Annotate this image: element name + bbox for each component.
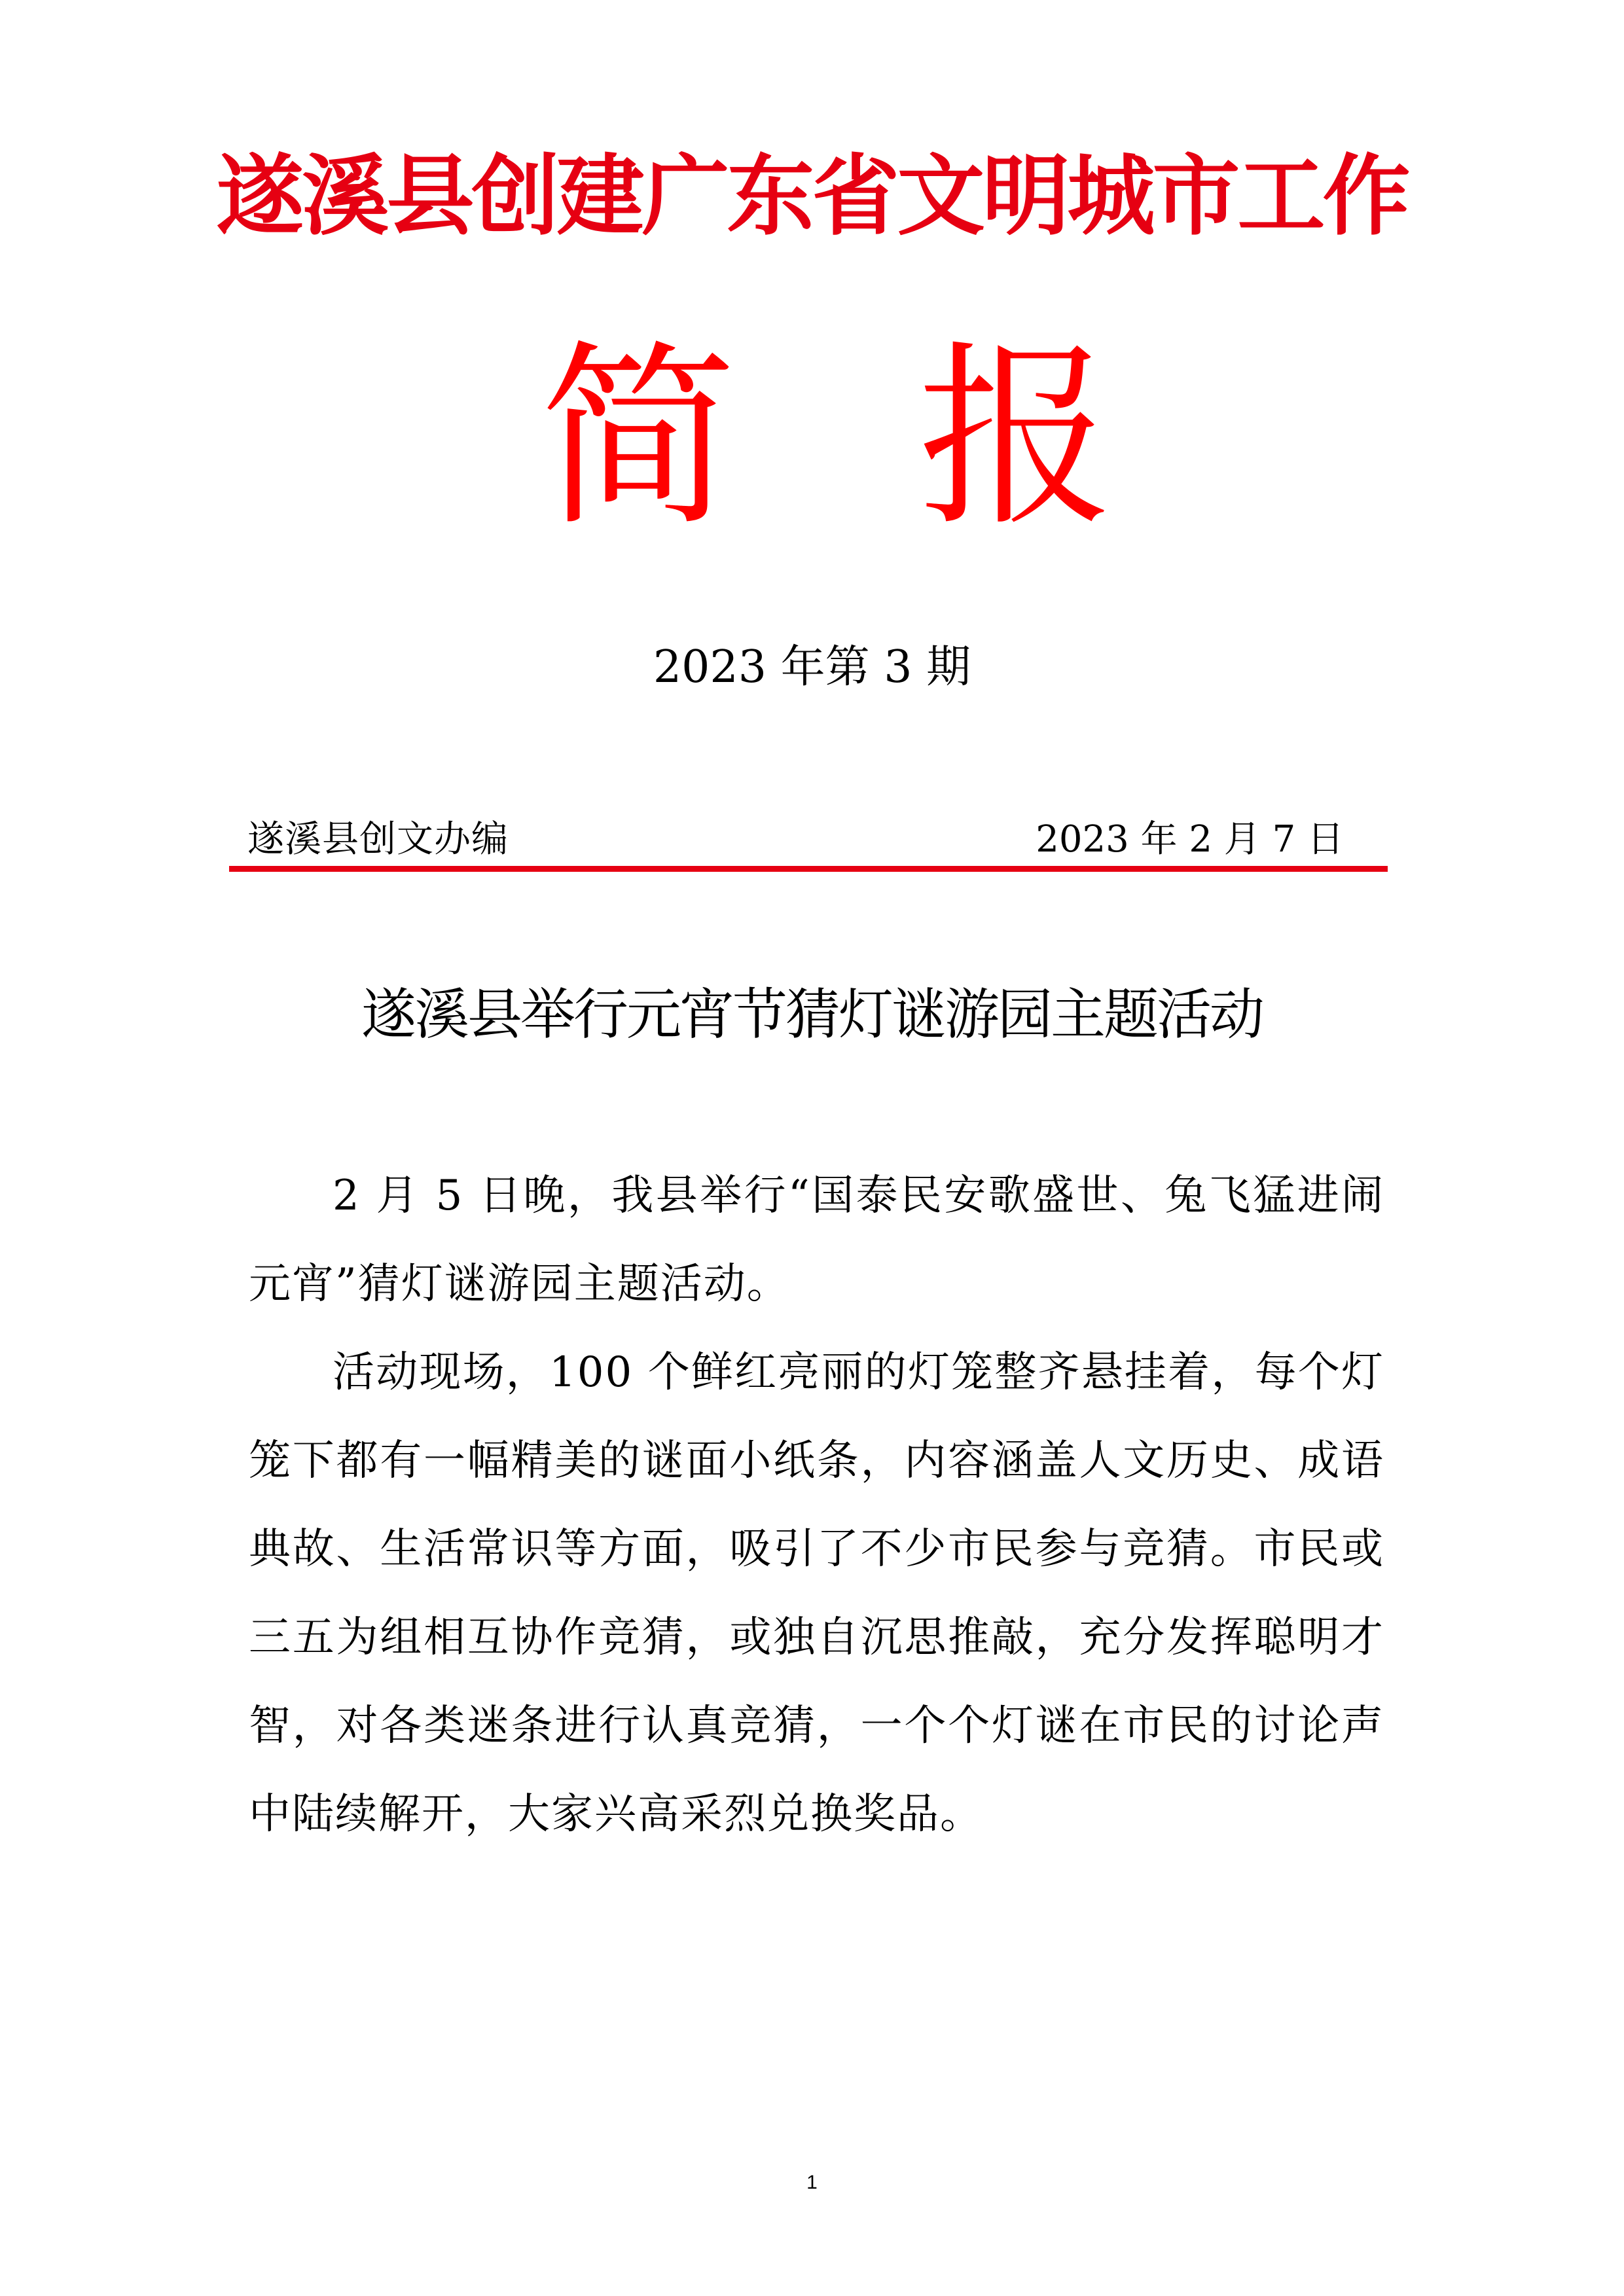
page-number: 1 (806, 2172, 818, 2193)
bulletin-title-char-2: 报 (918, 324, 1114, 552)
bulletin-title-char-1: 简 (540, 324, 736, 552)
masthead-meta-row (247, 814, 1344, 866)
article-title: 遂溪县举行元宵节猜灯谜游园主题活动 (361, 982, 1263, 1047)
editor-line: 遂溪县创文办编 (247, 818, 509, 861)
article-paragraph-1: 2 月 5 日晚，我县举行“国泰民安歌盛世、兔飞猛进闹元宵”猜灯谜游园主题活动。 (249, 1172, 1384, 1308)
issue-number: 2023 年第 3 期 (653, 641, 971, 693)
red-divider-rule (229, 866, 1388, 872)
article-body (249, 1152, 1384, 1859)
article-paragraph-2: 活动现场，100 个鲜红亮丽的灯笼整齐悬挂着，每个灯笼下都有一幅精美的谜面小纸条，内容涵盖人文历史、成语典故、生活常识等方面，吸引了不少市民参与竞猜。市民或三五为组相互协作竞猜，或独自沉思推敲，充分发挥聪明才智，对各类迷条进行认真竞猜，一个个灯谜在市民的讨论声中陆续解开，大家兴高采烈兑换奖品。 (249, 1348, 1384, 1839)
publication-org-title: 遂溪县创建广东省文明城市工作 (216, 145, 1408, 247)
publish-date: 2023 年 2 月 7 日 (1036, 818, 1344, 861)
